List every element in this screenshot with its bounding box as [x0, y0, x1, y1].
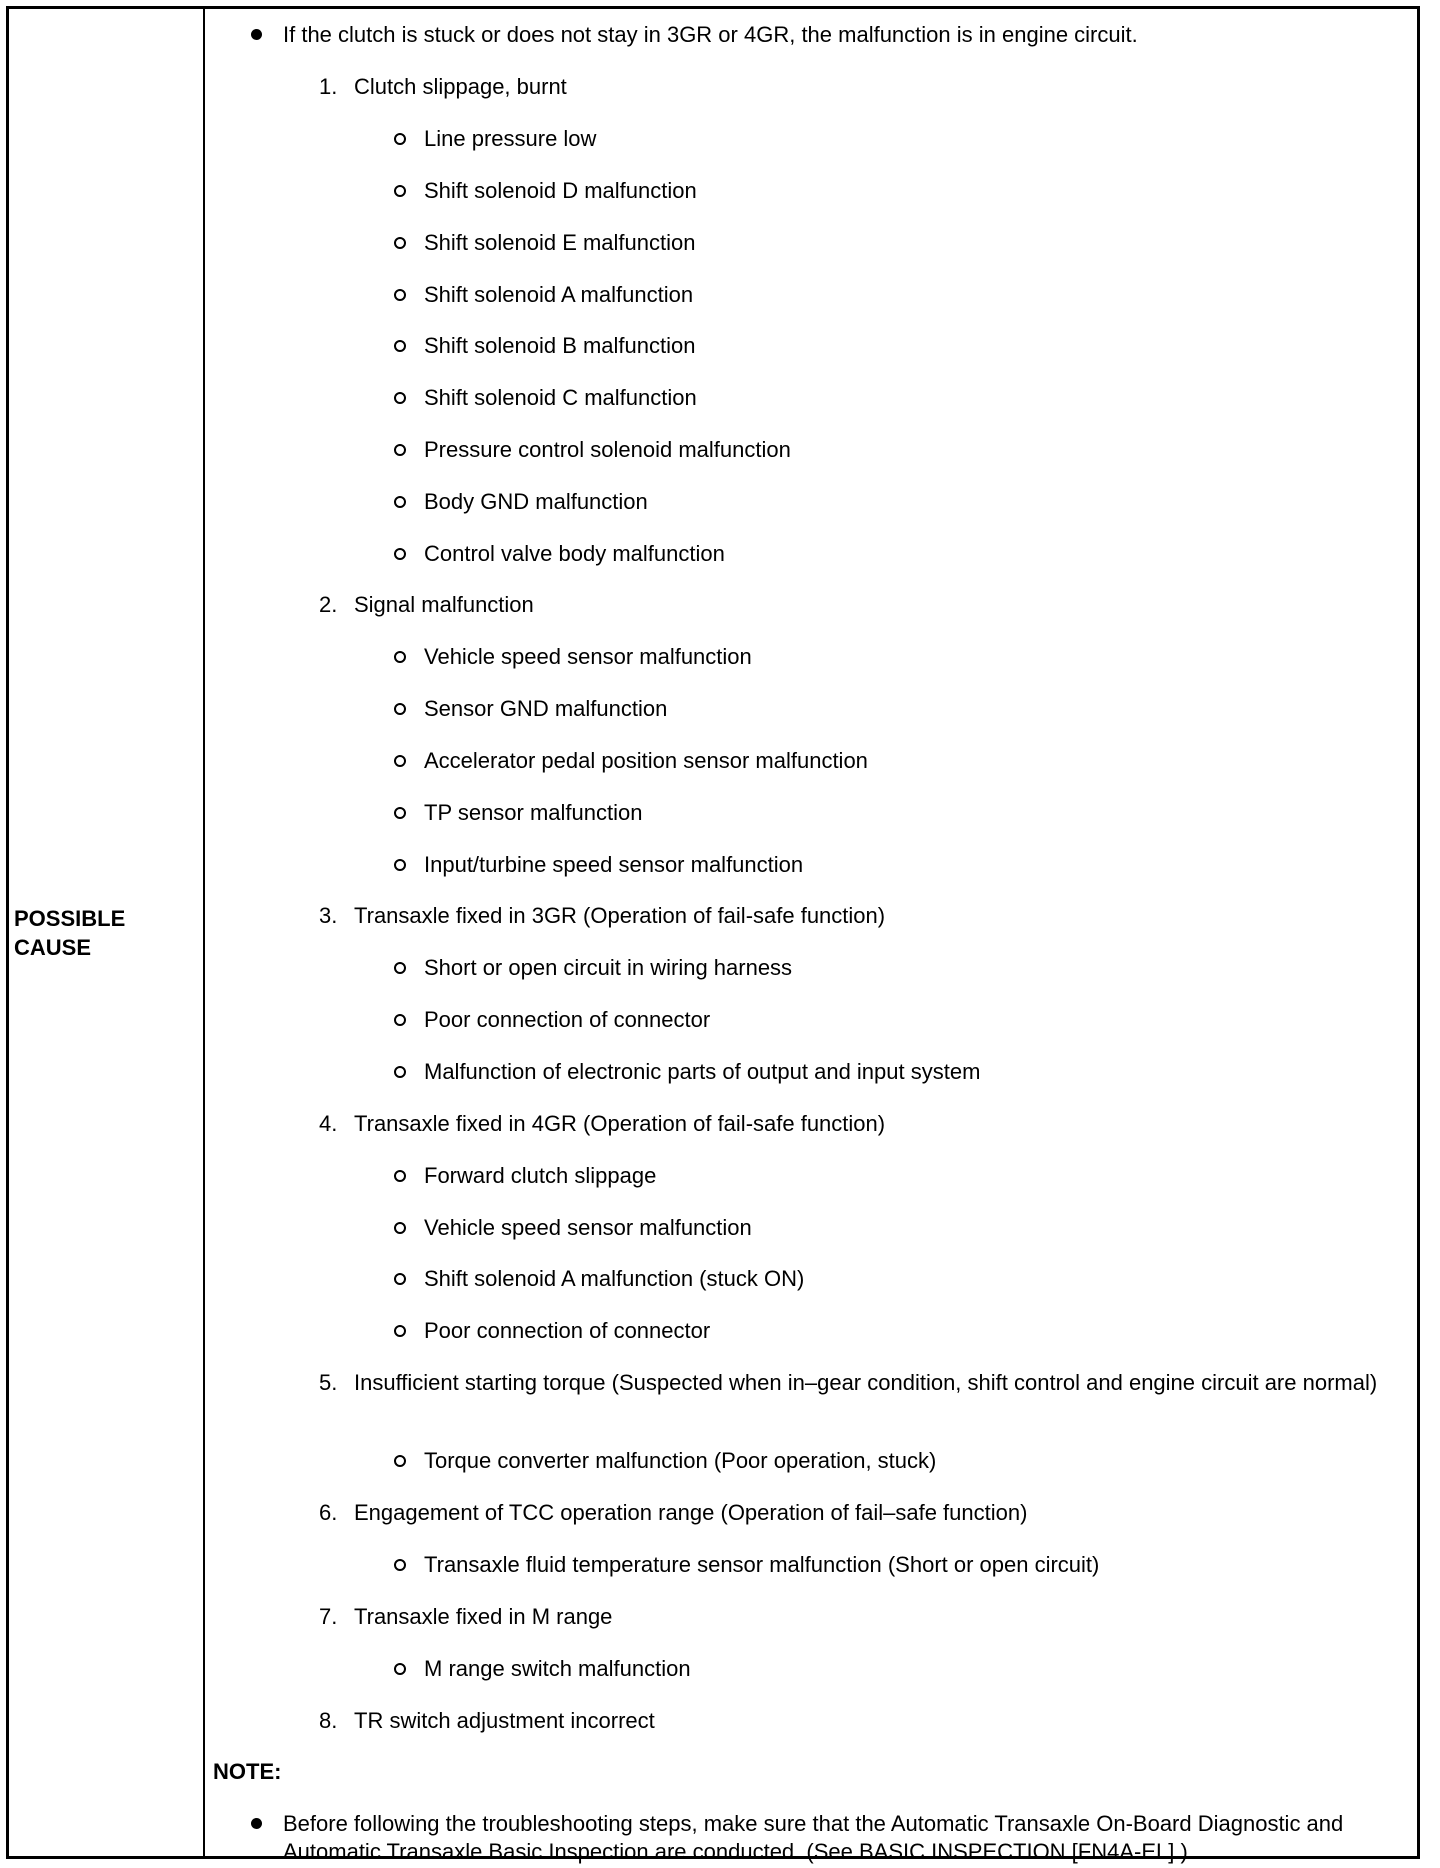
cause-4 [205, 1110, 1417, 1138]
note-text: Before following the troubleshooting steps, make sure that the Automatic Transaxle On-Board Diagnostic and Automatic Transaxle Basic Inspection are conducted. (See BASIC INSPECTION [FN4A-EL].) [283, 1811, 1344, 1864]
cause-2 [205, 591, 1417, 619]
circle-bullet-icon [394, 859, 406, 871]
cause-1 [205, 73, 1417, 101]
list-item: Input/turbine speed sensor malfunction [205, 851, 1417, 879]
list-item: Transaxle fluid temperature sensor malfunction (Short or open circuit) [205, 1551, 1417, 1579]
circle-bullet-icon [394, 1014, 406, 1026]
circle-bullet-icon [394, 444, 406, 456]
bullet-dot-icon [251, 1818, 262, 1829]
list-item: Shift solenoid E malfunction [205, 229, 1417, 257]
possible-cause-label: POSSIBLE CAUSE [14, 905, 126, 960]
circle-bullet-icon [394, 1066, 406, 1078]
cause-number: 1. [319, 74, 338, 99]
circle-bullet-icon [394, 392, 406, 404]
cause-5 [205, 1369, 1417, 1397]
list-item: Torque converter malfunction (Poor operation, stuck) [205, 1447, 1417, 1475]
possible-cause-table [6, 6, 1420, 1864]
list-item: Vehicle speed sensor malfunction [205, 1214, 1417, 1242]
cause-text: TR switch adjustment incorrect [354, 1708, 655, 1733]
circle-bullet-icon [394, 962, 406, 974]
circle-bullet-icon [394, 1455, 406, 1467]
cause-7 [205, 1603, 1417, 1631]
circle-bullet-icon [394, 185, 406, 197]
list-item: M range switch malfunction [205, 1655, 1417, 1683]
list-item: TP sensor malfunction [205, 799, 1417, 827]
circle-bullet-icon [394, 1559, 406, 1571]
list-item: Short or open circuit in wiring harness [205, 954, 1417, 982]
cause-8 [205, 1707, 1417, 1735]
list-item: Accelerator pedal position sensor malfunction [205, 747, 1417, 775]
cause-text: Transaxle fixed in M range [354, 1604, 613, 1629]
cause-6 [205, 1499, 1417, 1527]
cause-number: 2. [319, 592, 338, 617]
list-item: Sensor GND malfunction [205, 695, 1417, 723]
list-item: Shift solenoid D malfunction [205, 177, 1417, 205]
list-item: Pressure control solenoid malfunction [205, 436, 1417, 464]
circle-bullet-icon [394, 1222, 406, 1234]
list-item: Shift solenoid A malfunction (stuck ON) [205, 1265, 1417, 1293]
cause-text: Clutch slippage, burnt [354, 74, 567, 99]
list-item: Shift solenoid C malfunction [205, 384, 1417, 412]
circle-bullet-icon [394, 755, 406, 767]
cause-number: 6. [319, 1500, 338, 1525]
cause-3 [205, 902, 1417, 930]
label-cell [9, 9, 203, 1856]
circle-bullet-icon [394, 1663, 406, 1675]
circle-bullet-icon [394, 1273, 406, 1285]
circle-bullet-icon [394, 548, 406, 560]
cause-number: 5. [319, 1370, 338, 1395]
circle-bullet-icon [394, 651, 406, 663]
intro-bullet [205, 21, 1417, 49]
circle-bullet-icon [394, 807, 406, 819]
list-item: Forward clutch slippage [205, 1162, 1417, 1190]
intro-text: If the clutch is stuck or does not stay in 3GR or 4GR, the malfunction is in engine circuit. [283, 22, 1138, 47]
circle-bullet-icon [394, 1325, 406, 1337]
note-heading: NOTE: [213, 1759, 282, 1784]
cause-text: Engagement of TCC operation range (Operation of fail–safe function) [354, 1500, 1028, 1525]
circle-bullet-icon [394, 133, 406, 145]
circle-bullet-icon [394, 289, 406, 301]
circle-bullet-icon [394, 496, 406, 508]
bullet-dot-icon [251, 29, 262, 40]
cause-text: Signal malfunction [354, 592, 534, 617]
cause-text: Transaxle fixed in 3GR (Operation of fail-safe function) [354, 903, 886, 928]
list-item: Body GND malfunction [205, 488, 1417, 516]
list-item: Shift solenoid A malfunction [205, 281, 1417, 309]
cause-text: Insufficient starting torque (Suspected when in–gear condition, shift control and engine circuit are normal) [354, 1370, 1378, 1395]
circle-bullet-icon [394, 703, 406, 715]
content-cell [205, 9, 1417, 1864]
note-bullet [205, 1810, 1417, 1866]
list-item: Poor connection of connector [205, 1317, 1417, 1345]
circle-bullet-icon [394, 237, 406, 249]
cause-number: 4. [319, 1111, 338, 1136]
cause-number: 7. [319, 1604, 338, 1629]
cause-number: 8. [319, 1708, 338, 1733]
circle-bullet-icon [394, 1170, 406, 1182]
list-item: Line pressure low [205, 125, 1417, 153]
list-item: Malfunction of electronic parts of output and input system [205, 1058, 1417, 1086]
list-item: Poor connection of connector [205, 1006, 1417, 1034]
list-item: Vehicle speed sensor malfunction [205, 643, 1417, 671]
list-item: Shift solenoid B malfunction [205, 332, 1417, 360]
cause-number: 3. [319, 903, 338, 928]
circle-bullet-icon [394, 340, 406, 352]
list-item: Control valve body malfunction [205, 540, 1417, 568]
cause-text: Transaxle fixed in 4GR (Operation of fail-safe function) [354, 1111, 886, 1136]
